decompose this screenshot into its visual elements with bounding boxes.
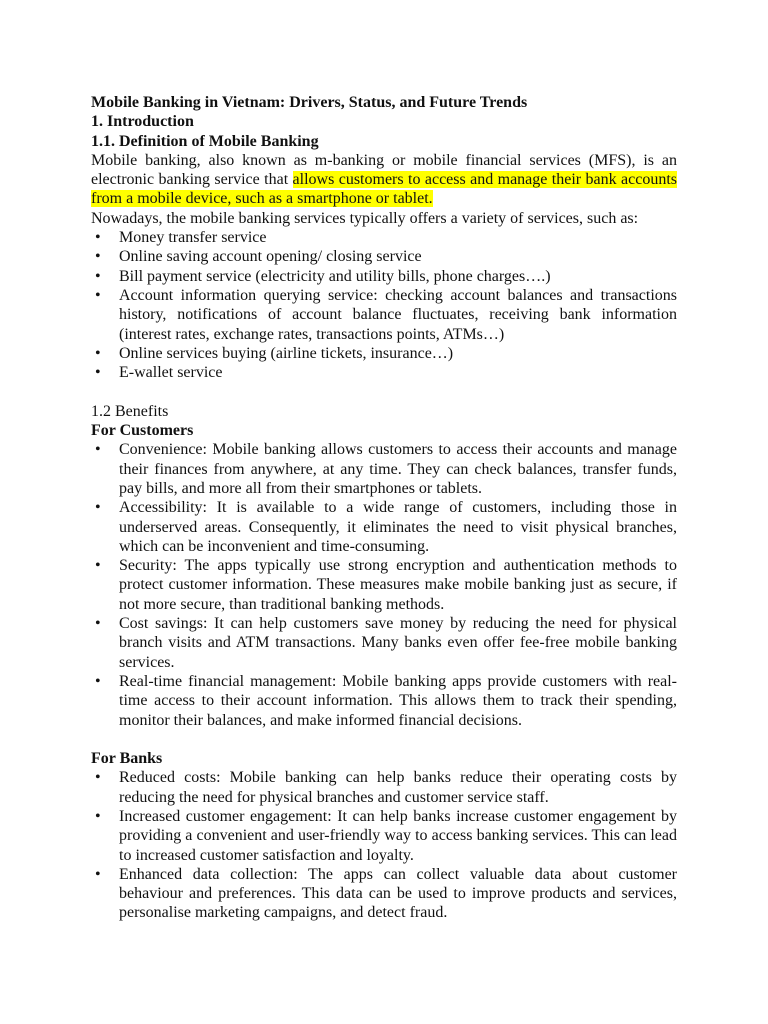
definition-paragraph — [91, 151, 677, 209]
list-item: • Real-time financial management: Mobile banking apps provide customers with real-time access to their account information. This allows them to track their spending, monitor their balances, and make informed financial decisions. — [91, 672, 677, 730]
highlighted-text: allows customers to access and manage their bank accounts from a mobile device, such as a smartphone or tablet. — [91, 171, 677, 208]
heading-for-customers: For Customers — [91, 422, 194, 440]
list-item: • Online services buying (airline tickets, insurance…) — [91, 344, 677, 363]
list-item: • Convenience: Mobile banking allows customers to access their accounts and manage their finances from anywhere, at any time. They can check balances, transfer funds, pay bills, and more all from their smartphones or tablets. — [91, 440, 677, 498]
list-item: • Bill payment service (electricity and utility bills, phone charges….) — [91, 267, 677, 286]
spacer — [91, 730, 677, 749]
heading-for-banks: For Banks — [91, 750, 163, 768]
list-item: • Reduced costs: Mobile banking can help banks reduce their operating costs by reducing the need for physical branches and customer service staff. — [91, 768, 677, 807]
document-body — [91, 93, 677, 923]
heading-definition: 1.1. Definition of Mobile Banking — [91, 132, 319, 150]
list-item: • Enhanced data collection: The apps can collect valuable data about customer behaviour and preferences. This data can be used to improve products and services, personalise marketing campaigns, and detect fraud. — [91, 865, 677, 923]
list-item: • Online saving account opening/ closing service — [91, 247, 677, 266]
services-list — [91, 228, 677, 382]
list-item: • E-wallet service — [91, 363, 677, 382]
bank-benefits-list — [91, 768, 677, 922]
customer-benefits-list — [91, 440, 677, 729]
definition-text: Mobile banking, also known as m-banking or mobile financial services (MFS), is an electronic banking service that — [91, 151, 677, 189]
list-item: • Money transfer service — [91, 228, 677, 247]
heading-benefits: 1.2 Benefits — [91, 402, 169, 420]
list-item: • Cost savings: It can help customers save money by reducing the need for physical branch visits and ATM transactions. Many banks even offer fee-free mobile banking services. — [91, 614, 677, 672]
list-item: • Account information querying service: checking account balances and transactions history, notifications of account balance fluctuates, receiving bank information (interest rates, exchange rates, transactions points, ATMs…) — [91, 286, 677, 344]
list-item: • Increased customer engagement: It can help banks increase customer engagement by providing a convenient and user-friendly way to access banking services. This can lead to increased customer satisfaction and loyalty. — [91, 807, 677, 865]
heading-introduction: 1. Introduction — [91, 113, 194, 131]
document-title: Mobile Banking in Vietnam: Drivers, Status, and Future Trends — [91, 94, 528, 111]
list-item: • Accessibility: It is available to a wide range of customers, including those in underserved areas. Consequently, it eliminates the need to visit physical branches, which can be inconvenient and time-consuming. — [91, 498, 677, 556]
list-item: • Security: The apps typically use strong encryption and authentication methods to protect customer information. These measures make mobile banking just as secure, if not more secure, than traditional banking methods. — [91, 556, 677, 614]
services-intro-paragraph: Nowadays, the mobile banking services typically offers a variety of services, such as: — [91, 209, 639, 227]
spacer — [91, 382, 677, 401]
